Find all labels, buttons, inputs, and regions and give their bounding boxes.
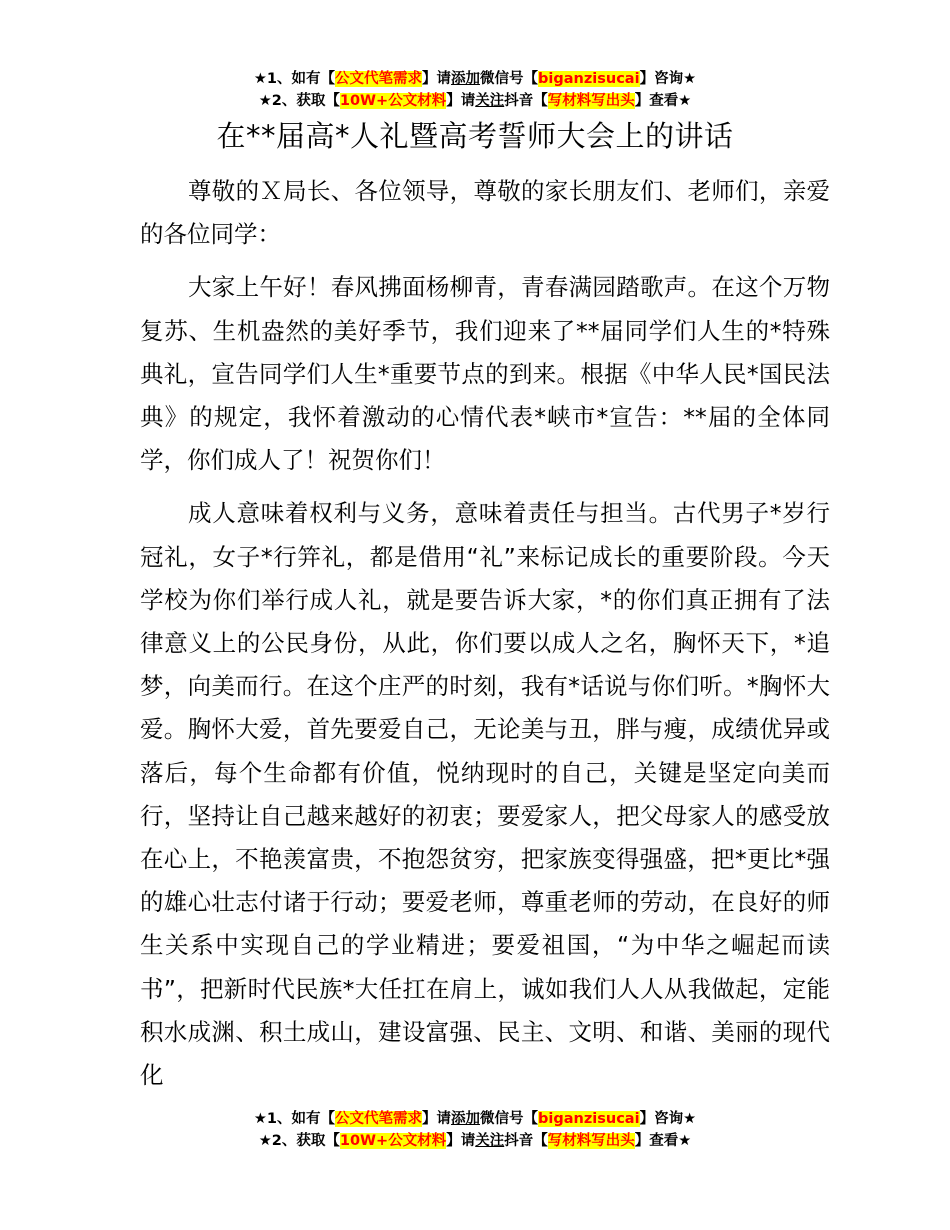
banner-highlight: 写材料写出头 xyxy=(547,93,635,109)
banner-text: ★1、如有【 xyxy=(253,71,336,87)
banner-highlight: 公文代笔需求 xyxy=(335,71,423,87)
document-body xyxy=(140,170,830,1107)
banner-text: 】查看★ xyxy=(634,93,692,109)
header-banner xyxy=(0,68,950,112)
banner-highlight: biganzisucai xyxy=(538,71,640,87)
banner-text: ★2、获取【 xyxy=(258,1133,340,1149)
document-title: 在**届高*人礼暨高考誓师大会上的讲话 xyxy=(216,119,734,153)
banner-text: 】咨询★ xyxy=(639,71,697,87)
banner-text: 】咨询★ xyxy=(639,1111,697,1127)
banner-underline: 关注 xyxy=(475,93,505,109)
banner-text: 抖音【 xyxy=(504,93,548,109)
banner-line-2 xyxy=(0,90,950,112)
banner-text: 】查看★ xyxy=(634,1133,692,1149)
banner-text: 】请 xyxy=(422,1111,452,1127)
banner-underline: 关注 xyxy=(475,1133,505,1149)
banner-text: 】请 xyxy=(446,1133,476,1149)
banner-highlight: 10W+公文材料 xyxy=(339,93,447,109)
banner-highlight: 公文代笔需求 xyxy=(335,1111,423,1127)
banner-text: 】请 xyxy=(446,93,476,109)
banner-text: 微信号【 xyxy=(480,1111,539,1127)
paragraph-salutation: 尊敬的Ｘ局长、各位领导，尊敬的家长朋友们、老师们，亲爱的各位同学： xyxy=(140,177,830,249)
banner-text: ★2、获取【 xyxy=(258,93,340,109)
banner-text: 】请 xyxy=(422,71,452,87)
banner-line-1 xyxy=(0,68,950,90)
paragraph-greeting: 大家上午好！春风拂面杨柳青，青春满园踏歌声。在这个万物复苏、生机盎然的美好季节，我们迎来了**届同学们人生的*特殊典礼，宣告同学们人生*重要节点的到来。根据《中华人民*国民法典》的规定，我怀着激动的心情代表*峡市*宣告：**届的全体同学，你们成人了！祝贺你们！ xyxy=(140,273,830,475)
banner-highlight: 10W+公文材料 xyxy=(339,1133,447,1149)
banner-text: 抖音【 xyxy=(504,1133,548,1149)
banner-highlight: 写材料写出头 xyxy=(547,1133,635,1149)
banner-underline: 添加 xyxy=(451,1111,481,1127)
banner-text: ★1、如有【 xyxy=(253,1111,336,1127)
banner-highlight: biganzisucai xyxy=(538,1111,640,1127)
banner-line-1 xyxy=(0,1108,950,1130)
paragraph-main: 成人意味着权利与义务，意味着责任与担当。古代男子*岁行冠礼，女子*行笄礼，都是借用“礼”来标记成长的重要阶段。今天学校为你们举行成人礼，就是要告诉大家，*的你们真正拥有了法律意义上的公民身份，从此，你们要以成人之名，胸怀天下，*追梦，向美而行。在这个庄严的时刻，我有*话说与你们听。*胸怀大爱。胸怀大爱，首先要爱自己，无论美与丑，胖与瘦，成绩优异或落后，每个生命都有价值，悦纳现时的自己，关键是坚定向美而行，坚持让自己越来越好的初衷；要爱家人，把父母家人的感受放在心上，不艳羡富贵，不抱怨贫穷，把家族变得强盛，把*更比*强的雄心壮志付诸于行动；要爱老师，尊重老师的劳动，在良好的师生关系中实现自己的学业精进；要爱祖国，“为中华之崛起而读书”，把新时代民族*大任扛在肩上，诚如我们人人从我做起，定能积水成渊、积土成山，建设富强、民主、文明、和谐、美丽的现代化 xyxy=(140,499,830,1090)
banner-underline: 添加 xyxy=(451,71,481,87)
banner-line-2 xyxy=(0,1130,950,1152)
footer-banner xyxy=(0,1108,950,1152)
banner-text: 微信号【 xyxy=(480,71,539,87)
